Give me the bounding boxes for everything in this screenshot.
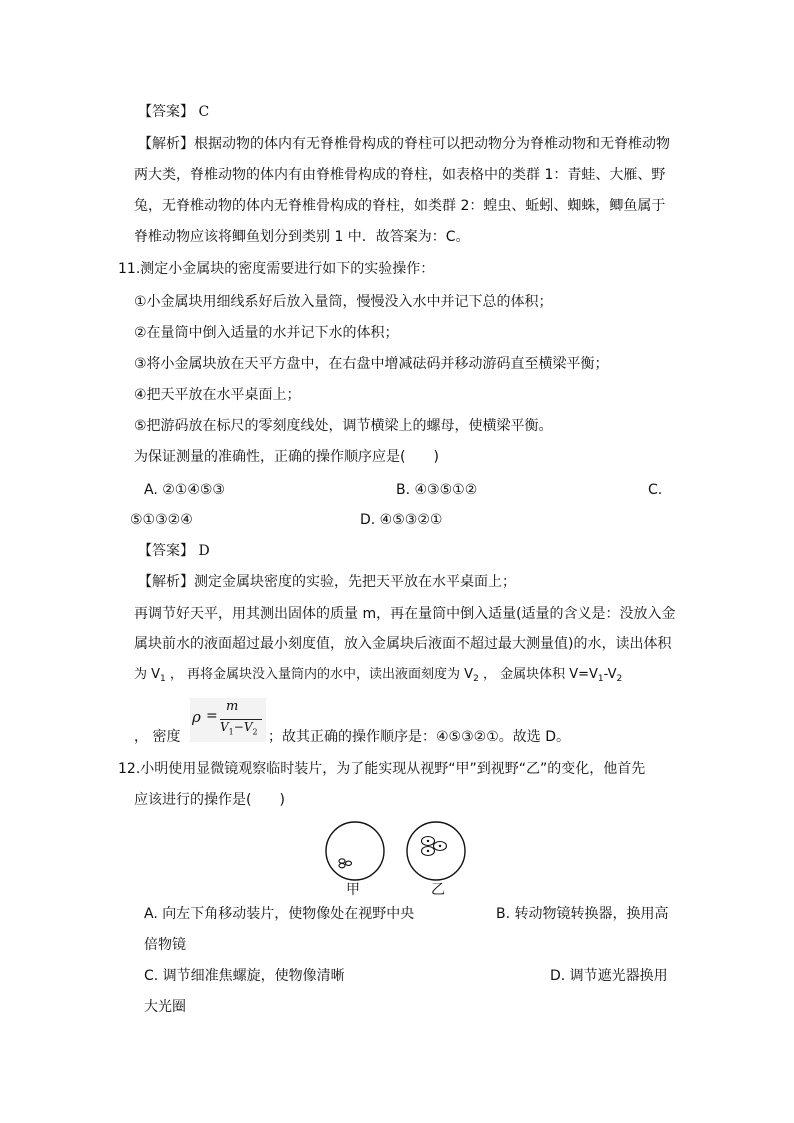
q11-analysis-line-2: 再调节好天平，用其测出固体的质量 m，再在量筒中倒入适量(适量的含义是：没放入金	[134, 606, 676, 622]
q12-option-b-line-1: B. 转动物镜转换器，换用高	[496, 906, 669, 922]
analysis-text: 根据动物的体内有无脊椎骨构成的脊柱可以把动物分为脊椎动物和无脊椎动物	[194, 136, 670, 152]
subscript: 1	[597, 674, 604, 684]
q11-question: 为保证测量的准确性，正确的操作顺序应是( )	[134, 449, 439, 465]
answer-label: 【答案】	[138, 104, 194, 120]
q11-answer	[138, 541, 210, 561]
q11-option-b: B. ④③⑤①②	[396, 482, 478, 498]
q11-step-1: ①小金属块用细线系好后放入量筒，慢慢没入水中并记下总的体积；	[134, 294, 553, 310]
formula-denominator	[220, 720, 258, 736]
q11-step-2: ②在量筒中倒入适量的水并记下水的体积；	[134, 325, 399, 341]
den-sub-1: 1	[228, 727, 234, 737]
den-sub-2: 2	[252, 727, 258, 737]
field-yi-circle	[407, 822, 465, 880]
q12-stem-line-1: 12.小明使用显微镜观察临时装片，为了能实现从视野“甲”到视野“乙”的变化，他首先	[118, 761, 646, 777]
q11-stem: 11.测定小金属块的密度需要进行如下的实验操作：	[118, 261, 435, 277]
q11-step-4: ④把天平放在水平桌面上；	[134, 387, 301, 403]
q12-option-a: A. 向左下角移动装片，使物像处在视野中央	[144, 906, 415, 922]
q12-stem-line-2: 应该进行的操作是( )	[134, 792, 285, 808]
q12-option-d-line-2: 大光圈	[144, 999, 186, 1015]
figure-label-jia: 甲	[346, 882, 360, 898]
den-v: V	[220, 720, 229, 734]
q12-option-d-line-1: D. 调节遮光器换用	[550, 968, 668, 984]
q10-analysis-line-1	[138, 134, 670, 154]
den-minus-v: −V	[233, 720, 253, 734]
subscript: 2	[616, 674, 623, 684]
analysis-text: 测定金属块密度的实验，先把天平放在水平桌面上；	[194, 574, 516, 590]
q10-analysis-line-4: 脊椎动物应该将鲫鱼划分到类别 1 中．故答案为：C。	[134, 229, 470, 245]
q11-option-c-value: ⑤①③②④	[130, 512, 193, 528]
formula-numerator: m	[226, 699, 239, 714]
subscript: 2	[473, 674, 479, 684]
analysis-label: 【解析】	[138, 136, 194, 152]
answer-label: 【答案】	[138, 543, 194, 559]
q10-analysis-line-2: 两大类，脊椎动物的体内有由脊椎骨构成的脊柱，如表格中的类群 1：青蛙、大雁、野	[134, 167, 666, 183]
q10-analysis-line-3: 兔，无脊椎动物的体内无脊椎骨构成的脊柱，如类群 2：蝗虫、蚯蚓、蜘蛛，鲫鱼属于	[134, 198, 666, 214]
field-jia-cells	[339, 859, 352, 868]
density-formula	[190, 698, 266, 742]
q10-answer	[138, 102, 209, 122]
q11-step-3: ③将小金属块放在天平方盘中，在右盘中增减砝码并移动游码直至横梁平衡；	[134, 356, 609, 372]
subscript: 1	[160, 674, 166, 684]
q11-option-c-label: C.	[648, 482, 663, 498]
microscope-fields-figure	[320, 818, 480, 900]
text-segment: ， 金属块体积 V=V	[482, 667, 598, 682]
analysis-label: 【解析】	[138, 574, 194, 590]
q12-option-c: C. 调节细准焦螺旋，使物像清晰	[144, 968, 345, 984]
field-jia-circle	[326, 822, 384, 880]
figure-label-yi: 乙	[431, 882, 445, 898]
field-yi-cells	[422, 837, 447, 856]
q12-option-b-line-2: 倍物镜	[144, 937, 186, 953]
answer-value: D	[198, 543, 210, 559]
formula-rho: ρ	[192, 708, 201, 726]
q11-density-suffix: ；故其正确的操作顺序是：④⑤③②①。故选 D。	[268, 729, 570, 745]
q11-analysis-line-3: 属块前水的液面超过最小刻度值，放入金属块后液面不超过最大测量值)的水，读出体积	[134, 636, 672, 652]
q11-density-prefix: ， 密度	[134, 729, 181, 745]
q11-option-a: A. ②①④⑤③	[144, 482, 225, 498]
formula-equals: =	[206, 708, 218, 724]
q11-step-5: ⑤把游码放在标尺的零刻度线处，调节横梁上的螺母，使横梁平衡。	[134, 418, 553, 434]
answer-value: C	[198, 104, 210, 120]
text-segment: 为 V	[134, 667, 161, 682]
q11-analysis-line-4	[134, 665, 622, 689]
text-segment: -V	[603, 667, 617, 682]
text-segment: ， 再将金属块没入量筒内的水中，读出液面刻度为 V	[169, 667, 474, 682]
q11-analysis-line-1	[138, 572, 516, 592]
q11-option-d: D. ④⑤③②①	[360, 512, 443, 528]
